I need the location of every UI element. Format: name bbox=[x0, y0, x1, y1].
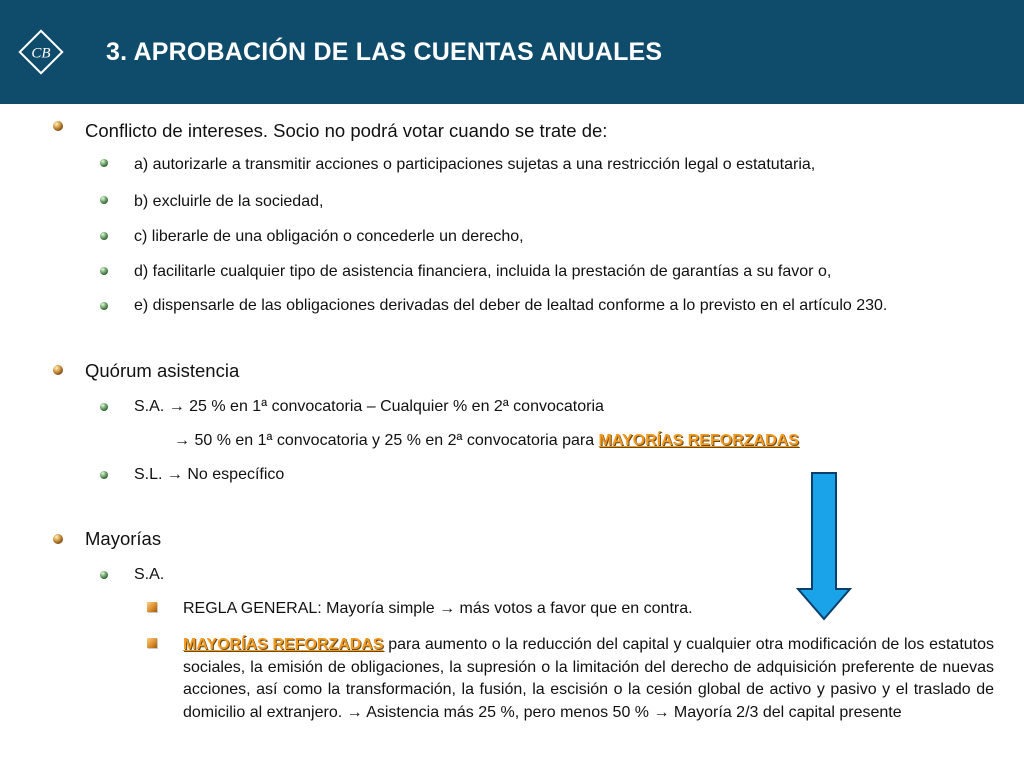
bullet-icon bbox=[100, 159, 108, 167]
section-heading-conflicto: Conflicto de intereses. Socio no podrá votar cuando se trate de: bbox=[85, 120, 608, 141]
bullet-icon bbox=[100, 403, 108, 411]
regla-general-suffix: más votos a favor que en contra. bbox=[459, 600, 693, 617]
bullet-icon bbox=[53, 534, 63, 544]
arrow-right-icon: → bbox=[439, 600, 456, 617]
quorum-sa-text: 25 % en 1ª convocatoria – Cualquier % en 2ª convocatoria bbox=[189, 398, 604, 415]
quorum-sa-label: S.A. bbox=[134, 398, 165, 415]
quorum-sa-cont-line bbox=[174, 432, 799, 450]
list-item: b) excluirle de la sociedad, bbox=[134, 193, 324, 210]
regla-general-line bbox=[183, 600, 693, 618]
bullet-icon bbox=[100, 302, 108, 310]
bullet-icon bbox=[100, 571, 108, 579]
arrow-right-icon: → bbox=[166, 466, 183, 483]
arrow-right-icon: → bbox=[346, 703, 363, 721]
section-heading-mayorias: Mayorías bbox=[85, 528, 162, 549]
arrow-right-icon: → bbox=[174, 432, 190, 449]
bullet-icon bbox=[100, 267, 108, 275]
mayorias-reforzadas-paragraph bbox=[183, 634, 994, 724]
bullet-icon bbox=[100, 196, 108, 204]
bullet-icon bbox=[100, 471, 108, 479]
logo-diamond-icon bbox=[17, 28, 65, 76]
header-bar bbox=[0, 0, 1024, 104]
section-heading-quorum: Quórum asistencia bbox=[85, 360, 240, 381]
reforzadas-mayoria: Mayoría 2/3 del capital presente bbox=[673, 703, 902, 721]
mayorias-reforzadas-highlight: MAYORÍAS REFORZADAS bbox=[183, 636, 384, 653]
page-title: 3. APROBACIÓN DE LAS CUENTAS ANUALES bbox=[106, 38, 663, 66]
reforzadas-asistencia: Asistencia más 25 %, pero menos 50 % bbox=[366, 703, 650, 721]
mayorias-reforzadas-highlight: MAYORÍAS REFORZADAS bbox=[598, 432, 799, 449]
arrow-right-icon: → bbox=[653, 703, 670, 721]
bullet-icon bbox=[100, 232, 108, 240]
list-item: d) facilitarle cualquier tipo de asistencia financiera, incluida la prestación de garantías a su favor o, bbox=[134, 263, 832, 280]
slide-content bbox=[0, 104, 1024, 768]
list-item: a) autorizarle a transmitir acciones o participaciones sujetas a una restricción legal o estatutaria, bbox=[134, 156, 816, 173]
quorum-sa-line bbox=[134, 398, 604, 416]
logo-text: CB bbox=[31, 45, 51, 62]
bullet-icon bbox=[53, 121, 63, 131]
quorum-sl-line bbox=[134, 466, 284, 484]
quorum-sl-label: S.L. bbox=[134, 466, 163, 483]
list-item: c) liberarle de una obligación o concederle un derecho, bbox=[134, 228, 524, 245]
quorum-sa-cont-text: 50 % en 1ª convocatoria y 25 % en 2ª convocatoria para bbox=[194, 432, 595, 449]
square-bullet-icon bbox=[147, 638, 157, 648]
square-bullet-icon bbox=[147, 602, 157, 612]
down-arrow-icon bbox=[793, 471, 853, 621]
mayorias-sa-label: S.A. bbox=[134, 566, 165, 583]
quorum-sl-text: No específico bbox=[187, 466, 285, 483]
bullet-icon bbox=[53, 365, 63, 375]
arrow-right-icon: → bbox=[168, 398, 185, 415]
list-item: e) dispensarle de las obligaciones derivadas del deber de lealtad conforme a lo previsto en el artículo 230. bbox=[134, 297, 888, 314]
regla-general-prefix: REGLA GENERAL: Mayoría simple bbox=[183, 600, 435, 617]
reforzadas-text: para aumento o la reducción del capital y cualquier otra modificación de los estatutos sociales, la emisión de obligaciones, la supresión o la limitación del derecho de adquisición preferente de nuevas acciones, así como la transformación, la fusión, la escisión o la cesión global de activo y pasivo y el traslado de domicilio al extranjero. bbox=[183, 636, 995, 721]
